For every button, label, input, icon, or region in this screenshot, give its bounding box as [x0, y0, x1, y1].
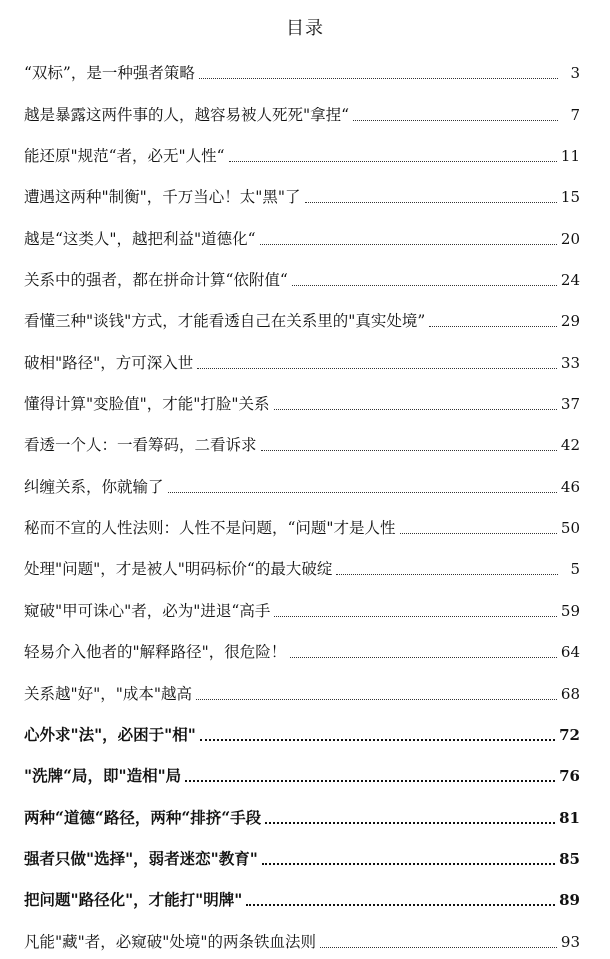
toc-entry-page-number: 11 — [560, 147, 580, 166]
toc-entry-title: 看透一个人：一看筹码，二看诉求 — [24, 436, 257, 455]
toc-list — [24, 48, 580, 958]
toc-entry-title: 把问题"路径化"，才能打"明牌" — [24, 890, 243, 910]
dot-leader — [274, 409, 557, 410]
toc-entry[interactable] — [24, 875, 580, 916]
dot-leader — [429, 326, 557, 327]
dot-leader — [320, 947, 557, 948]
toc-entry-title: "洗牌“局，即"造相"局 — [24, 766, 182, 786]
toc-entry-title: 两种“道德“路径，两种“排挤“手段 — [24, 807, 262, 827]
toc-entry[interactable] — [24, 379, 580, 420]
toc-entry-page-number: 68 — [560, 684, 580, 703]
dot-leader — [353, 120, 558, 121]
toc-entry-page-number: 42 — [560, 436, 580, 455]
toc-entry-page-number: 59 — [560, 601, 580, 620]
dot-leader — [196, 699, 557, 700]
toc-entry[interactable] — [24, 834, 580, 875]
toc-entry-page-number: 85 — [559, 849, 580, 868]
dot-leader — [305, 202, 557, 203]
toc-entry-page-number: 64 — [560, 643, 580, 662]
dot-leader — [336, 574, 558, 575]
toc-entry-page-number: 33 — [560, 353, 580, 372]
toc-entry-title: 懂得计算"变脸值"，才能"打脸"关系 — [24, 395, 270, 414]
dot-leader — [185, 780, 555, 782]
toc-entry[interactable] — [24, 792, 580, 833]
toc-entry-page-number: 46 — [560, 477, 580, 496]
toc-entry-title: 关系越"好"，"成本"越高 — [24, 684, 193, 703]
dot-leader — [265, 822, 555, 824]
dot-leader — [290, 657, 557, 658]
toc-entry[interactable] — [24, 710, 580, 751]
toc-entry-title: 关系中的强者，都在拼命计算“依附值“ — [24, 271, 288, 290]
toc-entry[interactable] — [24, 627, 580, 668]
toc-entry[interactable] — [24, 131, 580, 172]
toc-entry-page-number: 20 — [560, 229, 580, 248]
toc-entry-title: “双标”，是一种强者策略 — [24, 64, 195, 83]
toc-entry-page-number: 89 — [559, 891, 580, 910]
toc-entry-page-number: 24 — [560, 271, 580, 290]
toc-entry[interactable] — [24, 213, 580, 254]
toc-entry-title: 越是暴露这两件事的人，越容易被人死死"拿捏“ — [24, 105, 350, 124]
toc-entry[interactable] — [24, 172, 580, 213]
dot-leader — [197, 368, 557, 369]
dot-leader — [229, 161, 557, 162]
dot-leader — [246, 904, 555, 906]
toc-entry-title: 窥破"甲可诛心"者，必为"进退“高手 — [24, 601, 271, 620]
toc-entry-page-number: 50 — [560, 519, 580, 538]
toc-title: 目录 — [286, 18, 324, 39]
toc-entry[interactable] — [24, 296, 580, 337]
dot-leader — [261, 450, 557, 451]
toc-entry-page-number: 76 — [559, 767, 580, 786]
dot-leader — [400, 533, 557, 534]
dot-leader — [199, 78, 558, 79]
toc-entry-title: 能还原"规范“者，必无"人性“ — [24, 147, 225, 166]
dot-leader — [168, 492, 557, 493]
toc-entry-page-number: 93 — [560, 932, 580, 951]
toc-entry-page-number: 81 — [559, 808, 580, 827]
toc-entry-title: 处理"问题"，才是被人"明码标价“的最大破绽 — [24, 560, 333, 579]
toc-entry-page-number: 29 — [560, 312, 580, 331]
toc-entry[interactable] — [24, 48, 580, 89]
toc-entry-title: 遭遇这两种"制衡"，千万当心！太"黑"了 — [24, 188, 301, 207]
toc-entry-page-number: 3 — [570, 64, 580, 83]
toc-entry-page-number: 37 — [560, 395, 580, 414]
dot-leader — [262, 863, 555, 865]
toc-entry-title: 轻易介入他者的"解释路径"，很危险！ — [24, 643, 287, 662]
toc-entry-title: 心外求"法"，必困于"相" — [24, 724, 196, 744]
toc-entry[interactable] — [24, 916, 580, 957]
toc-entry-title: 秘而不宣的人性法则：人性不是问题，“问题"才是人性 — [24, 519, 396, 538]
toc-entry-title: 凡能"藏"者，必窥破"处境"的两条铁血法则 — [24, 932, 317, 951]
toc-entry-page-number: 7 — [570, 105, 580, 124]
toc-entry-page-number: 15 — [560, 188, 580, 207]
toc-entry-title: 强者只做"选择"，弱者迷恋"教育" — [24, 848, 258, 868]
toc-entry[interactable] — [24, 585, 580, 626]
toc-entry[interactable] — [24, 751, 580, 792]
dot-leader — [292, 285, 557, 286]
toc-entry-title: 看懂三种"谈钱"方式，才能看透自己在关系里的"真实处境” — [24, 312, 426, 331]
toc-entry[interactable] — [24, 503, 580, 544]
toc-entry[interactable] — [24, 337, 580, 378]
toc-entry[interactable] — [24, 544, 580, 585]
toc-entry-title: 纠缠关系，你就输了 — [24, 477, 164, 496]
toc-entry[interactable] — [24, 89, 580, 130]
toc-entry-title: 越是“这类人"，越把利益"道德化“ — [24, 229, 256, 248]
dot-leader — [200, 739, 555, 741]
toc-entry-page-number: 72 — [559, 725, 580, 744]
dot-leader — [260, 244, 557, 245]
toc-entry-page-number: 5 — [570, 560, 580, 579]
toc-entry[interactable] — [24, 668, 580, 709]
toc-entry-title: 破相"路径"，方可深入世 — [24, 353, 194, 372]
toc-entry[interactable] — [24, 420, 580, 461]
toc-entry[interactable] — [24, 255, 580, 296]
dot-leader — [274, 616, 557, 617]
toc-entry[interactable] — [24, 461, 580, 502]
